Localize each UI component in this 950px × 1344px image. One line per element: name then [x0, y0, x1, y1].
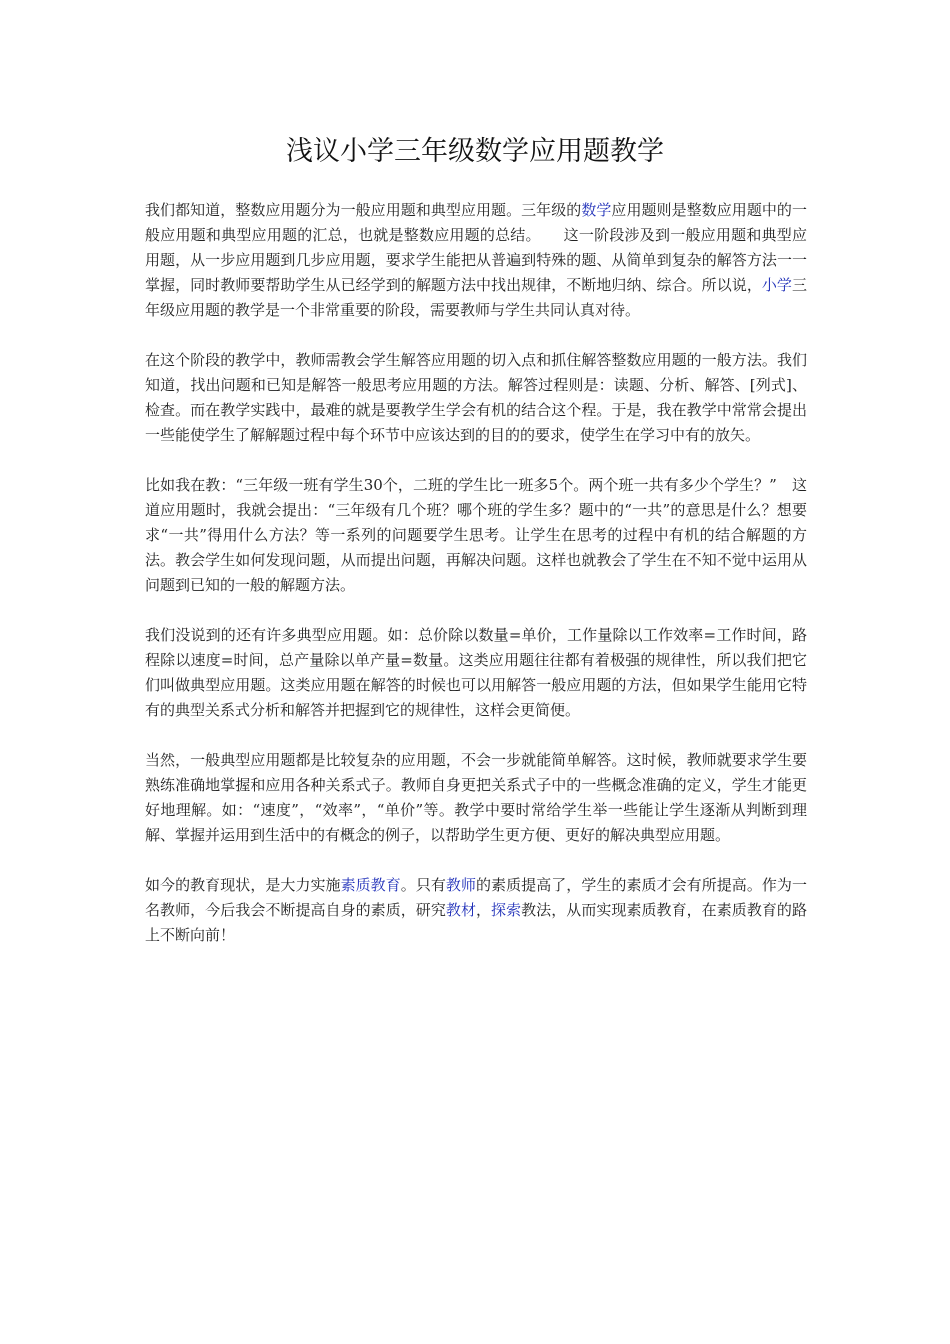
paragraph	[145, 473, 807, 598]
document-body	[145, 198, 807, 948]
paragraph-text: 如今的教育现状，是大力实施	[145, 876, 341, 894]
keyword-link[interactable]: 素质教育	[340, 876, 401, 894]
keyword-link[interactable]: 探索	[491, 901, 522, 919]
paragraph-text: 在这个阶段的教学中，教师需教会学生解答应用题的切入点和抓住解答整数应用题的一般方法。我们知道，找出问题和已知是解答一般思考应用题的方法。解答过程则是：读题、分析、解答、[列式]、检查。而在教学实践中，最难的就是要教学生学会有机的结合这个程。于是，我在教学中常常会提出一些能使学生了解解题过程中每个环节中应该达到的目的的要求，使学生在学习中有的放矢。	[145, 351, 807, 444]
paragraph	[145, 748, 807, 848]
paragraph-text: 比如我在教：“三年级一班有学生30个，二班的学生比一班多5个。两个班一共有多少个学生？” 这道应用题时，我就会提出：“三年级有几个班？哪个班的学生多？题中的“一共”的意思是什么？想要求“一共”得用什么方法？等一系列的问题要学生思考。让学生在思考的过程中有机的结合解题的方法。教会学生如何发现问题，从而提出问题，再解决问题。这样也就教会了学生在不知不觉中运用从问题到已知的一般的解题方法。	[145, 476, 807, 594]
document-title: 浅议小学三年级数学应用题教学	[286, 136, 664, 167]
keyword-link[interactable]: 教材	[445, 901, 476, 919]
keyword-link[interactable]: 教师	[445, 876, 477, 894]
paragraph	[145, 623, 807, 723]
paragraph-text: 的素质提高了，学生的素质才会有所提高。作为一名教师，今后我会不断提高自身的素质，研究	[145, 876, 807, 919]
paragraph-text: 当然，一般典型应用题都是比较复杂的应用题，不会一步就能简单解答。这时候，教师就要求学生要熟练准确地掌握和应用各种关系式子。教师自身更把关系式子中的一些概念准确的定义，学生才能更好地理解。如：“速度”，“效率”，“单价”等。教学中要时常给学生举一些能让学生逐渐从判断到理解、掌握并运用到生活中的有概念的例子，以帮助学生更方便、更好的解决典型应用题。	[145, 751, 807, 844]
paragraph	[145, 348, 807, 448]
paragraph-text: 。只有	[400, 876, 446, 894]
paragraph-text: 我们没说到的还有许多典型应用题。如：总价除以数量=单价，工作量除以工作效率=工作时间，路程除以速度=时间，总产量除以单产量=数量。这类应用题往往都有着极强的规律性，所以我们把它们叫做典型应用题。这类应用题在解答的时候也可以用解答一般应用题的方法，但如果学生能用它特有的典型关系式分析和解答并把握到它的规律性，这样会更简便。	[145, 626, 807, 719]
keyword-link[interactable]: 小学	[761, 276, 792, 294]
paragraph	[145, 873, 807, 948]
keyword-link[interactable]: 数学	[581, 201, 612, 219]
paragraph-text: ，	[476, 901, 492, 919]
paragraph-text: 我们都知道，整数应用题分为一般应用题和典型应用题。三年级的	[145, 201, 582, 219]
paragraph-text: 三年级应用题的教学是一个非常重要的阶段，需要教师与学生共同认真对待。	[145, 276, 807, 319]
paragraph	[145, 198, 807, 323]
paragraph-text: 应用题则是整数应用题中的一般应用题和典型应用题的汇总，也就是整数应用题的总结。 这一阶段涉及到一般应用题和典型应用题，从一步应用题到几步应用题，要求学生能把从普遍到特殊的题、从简单到复杂的解答方法一一掌握，同时教师要帮助学生从已经学到的解题方法中找出规律，不断地归纳、综合。所以说，	[145, 201, 807, 294]
paragraph-text: 教法，从而实现素质教育，在素质教育的路上不断向前！	[145, 901, 807, 944]
